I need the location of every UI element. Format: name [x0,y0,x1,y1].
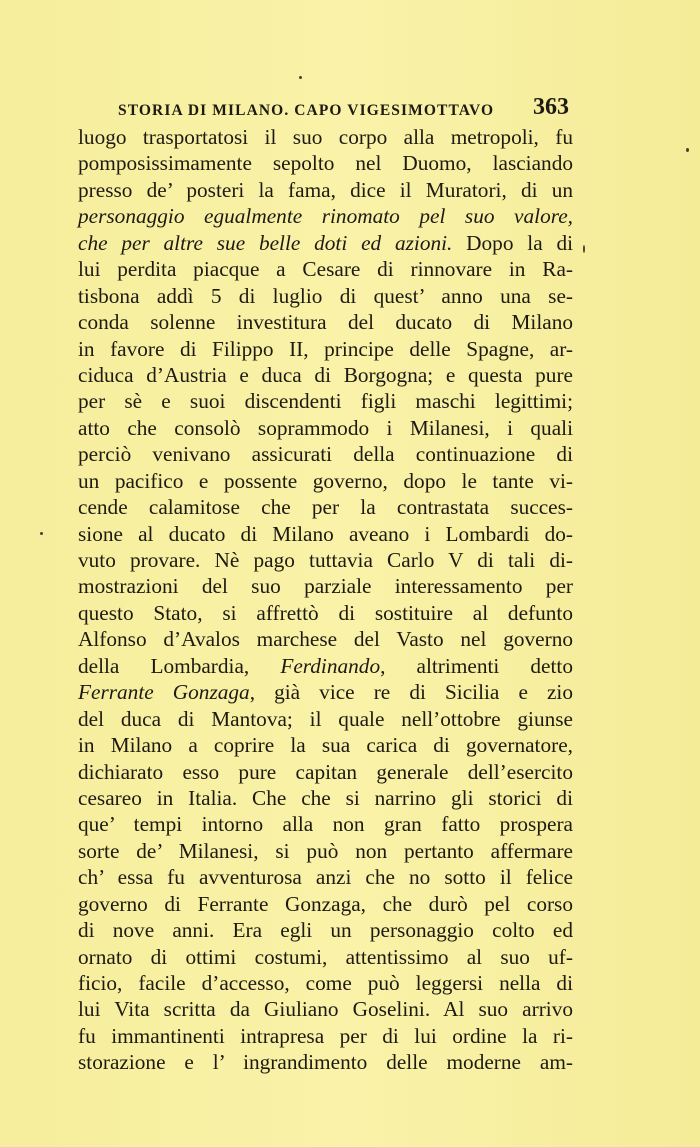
text-line [78,441,573,467]
page-number: 363 [533,94,569,120]
text-line [78,283,573,309]
text-span: mostrazioni del suo parziale interessamento per [78,574,573,599]
text-span: Dopo la di [452,230,574,255]
text-span: un pacifico e possente governo, dopo le tante vi- [78,468,573,493]
text-span: ch’ essa fu avventurosa anzi che no sotto il felice [78,865,573,890]
text-span: atto che consolò soprammodo i Milanesi, i quali [78,415,573,440]
text-line [78,838,573,864]
text-line [78,1023,573,1049]
paper-speck [583,245,585,253]
text-span: , altrimenti detto [380,653,573,678]
text-line [78,150,573,176]
text-line [78,573,573,599]
text-span: in favore di Filippo II, principe delle Spagne, ar- [78,336,573,361]
running-title: STORIA DI MILANO. CAPO VIGESIMOTTAVO [118,102,495,119]
text-span: cende calamitose che per la contrastata succes- [78,495,573,520]
text-span: di nove anni. Era egli un personaggio colto ed [78,918,573,943]
text-line [78,626,573,652]
text-line [78,203,573,229]
paper-speck [299,76,302,79]
text-span: luogo trasportatosi il suo corpo alla metropoli, fu [78,125,573,149]
text-span: conda solenne investitura del ducato di Milano [78,310,573,335]
text-span: in Milano a coprire la sua carica di governatore, [78,733,573,758]
text-line [78,653,573,679]
text-span: questo Stato, si affrettò di sostituire al defunto [78,600,573,625]
body-text [78,124,573,1076]
text-span: tisbona addì 5 di luglio di quest’ anno una se- [78,283,573,308]
text-line [78,917,573,943]
text-line [78,970,573,996]
text-span: ornato di ottimi costumi, attentissimo al suo uf- [78,944,573,969]
text-line [78,706,573,732]
text-line [78,177,573,203]
text-span: pomposissimamente sepolto nel Duomo, lasciando [78,151,573,176]
text-span: , già vice re di Sicilia e zio [249,680,573,705]
text-line [78,521,573,547]
text-span: sione al ducato di Milano aveano i Lombardi do- [78,521,573,546]
text-span: Alfonso d’Avalos marchese del Vasto nel governo [78,627,573,652]
text-span: vuto provare. Nè pago tuttavia Carlo V di tali di- [78,548,573,572]
text-line [78,230,573,256]
text-span: lui Vita scritta da Giuliano Goselini. Al suo arrivo [78,997,573,1022]
text-line [78,547,573,573]
italic-span: Ferrante Gonzaga [78,680,250,705]
text-line [78,256,573,282]
text-span: cesareo in Italia. Che che si narrino gli storici di [78,785,573,810]
text-line [78,679,573,705]
text-span: perciò venivano assicurati della continuazione di [78,442,573,467]
italic-span: personaggio egualmente rinomato pel suo valore, [78,204,573,229]
text-line [78,944,573,970]
text-line [78,759,573,785]
paper-speck [40,532,43,535]
text-span: que’ tempi intorno alla non gran fatto prospera [78,812,573,837]
text-span: fu immantinenti intrapresa per di lui ordine la ri- [78,1023,573,1048]
text-line [78,309,573,335]
text-line [78,996,573,1022]
text-line [78,124,573,150]
text-line [78,362,573,388]
text-line [78,415,573,441]
text-span: sorte de’ Milanesi, si può non pertanto affermare [78,838,573,863]
text-span: dichiarato esso pure capitan generale dell’esercito [78,759,573,784]
italic-span: Ferdinando [280,653,381,678]
text-line [78,1049,573,1075]
text-span: per sè e suoi discendenti figli maschi legittimi; [78,389,573,414]
text-span: lui perdita piacque a Cesare di rinnovare in Ra- [78,257,573,282]
text-span: presso de’ posteri la fama, dice il Muratori, di un [78,177,573,202]
text-span: storazione e l’ ingrandimento delle moderne am- [78,1050,573,1075]
text-line [78,732,573,758]
text-line [78,891,573,917]
text-span: ficio, facile d’accesso, come può leggersi nella di [78,971,573,995]
text-line [78,785,573,811]
text-line [78,468,573,494]
italic-span: che per altre sue belle doti ed azioni. [78,230,453,255]
text-span: della Lombardia, [78,653,281,678]
text-line [78,494,573,520]
text-span: del duca di Mantova; il quale nell’ottobre giunse [78,706,573,731]
text-span: governo di Ferrante Gonzaga, che durò pel corso [78,891,573,916]
page-header [78,94,573,124]
paper-speck [686,148,689,152]
text-line [78,864,573,890]
text-line [78,388,573,414]
text-line [78,336,573,362]
text-line [78,811,573,837]
text-span: ciduca d’Austria e duca di Borgogna; e questa pure [78,362,573,387]
text-line [78,600,573,626]
